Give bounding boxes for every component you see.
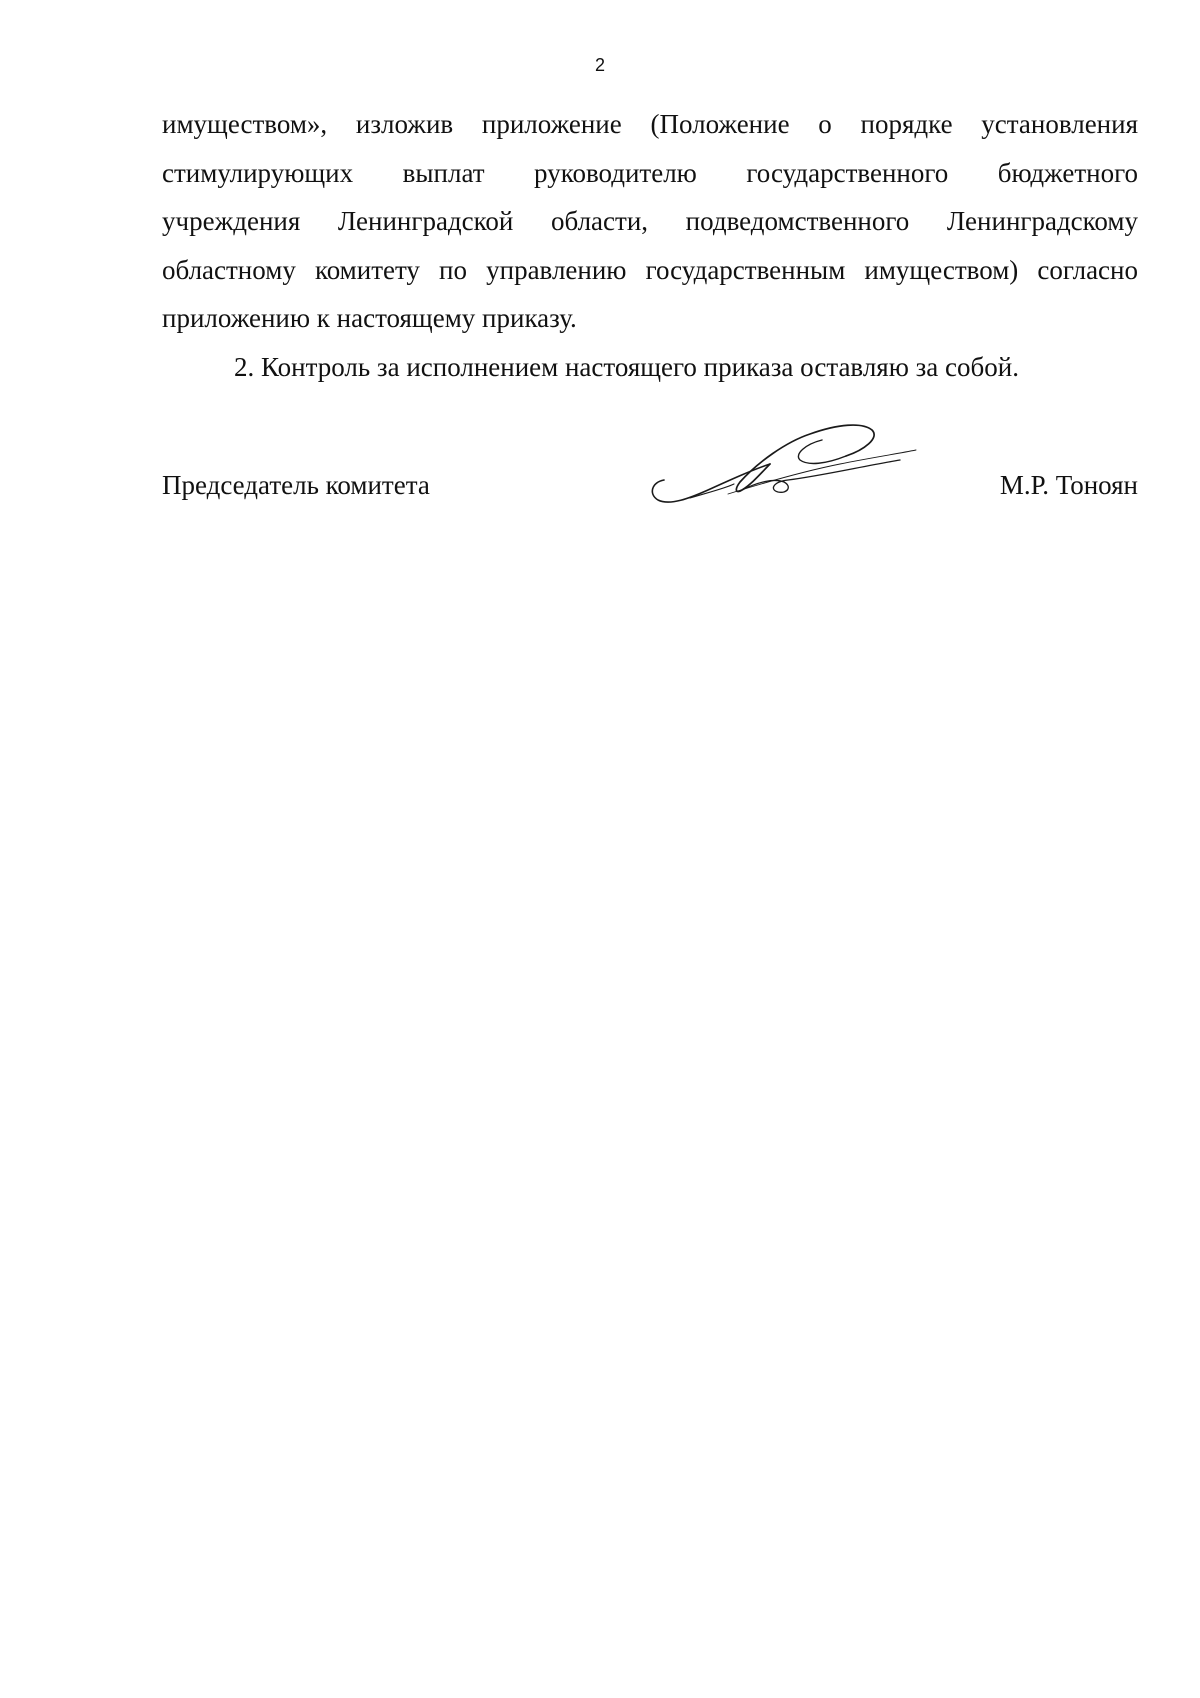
paragraph-1-line: имуществом», изложив приложение (Положение о порядке установления xyxy=(162,109,1138,139)
paragraph-1-line: областному комитету по управлению государственным имуществом) согласно xyxy=(162,254,1138,285)
page-number: 2 xyxy=(594,55,605,75)
signer-position: Председатель комитета xyxy=(162,470,430,500)
paragraph-1-line: учреждения Ленинградской области, подведомственного Ленинградскому xyxy=(162,206,1138,236)
paragraph-1-line: приложению к настоящему приказу. xyxy=(162,303,577,333)
paragraph-2: 2. Контроль за исполнением настоящего приказа оставляю за собой. xyxy=(234,351,1019,382)
handwritten-signature xyxy=(650,420,930,540)
paragraph-1 xyxy=(162,100,1138,343)
signer-name: М.Р. Тоноян xyxy=(999,470,1138,500)
document-body xyxy=(162,100,1138,391)
paragraph-1-line: стимулирующих выплат руководителю государственного бюджетного xyxy=(162,157,1138,188)
